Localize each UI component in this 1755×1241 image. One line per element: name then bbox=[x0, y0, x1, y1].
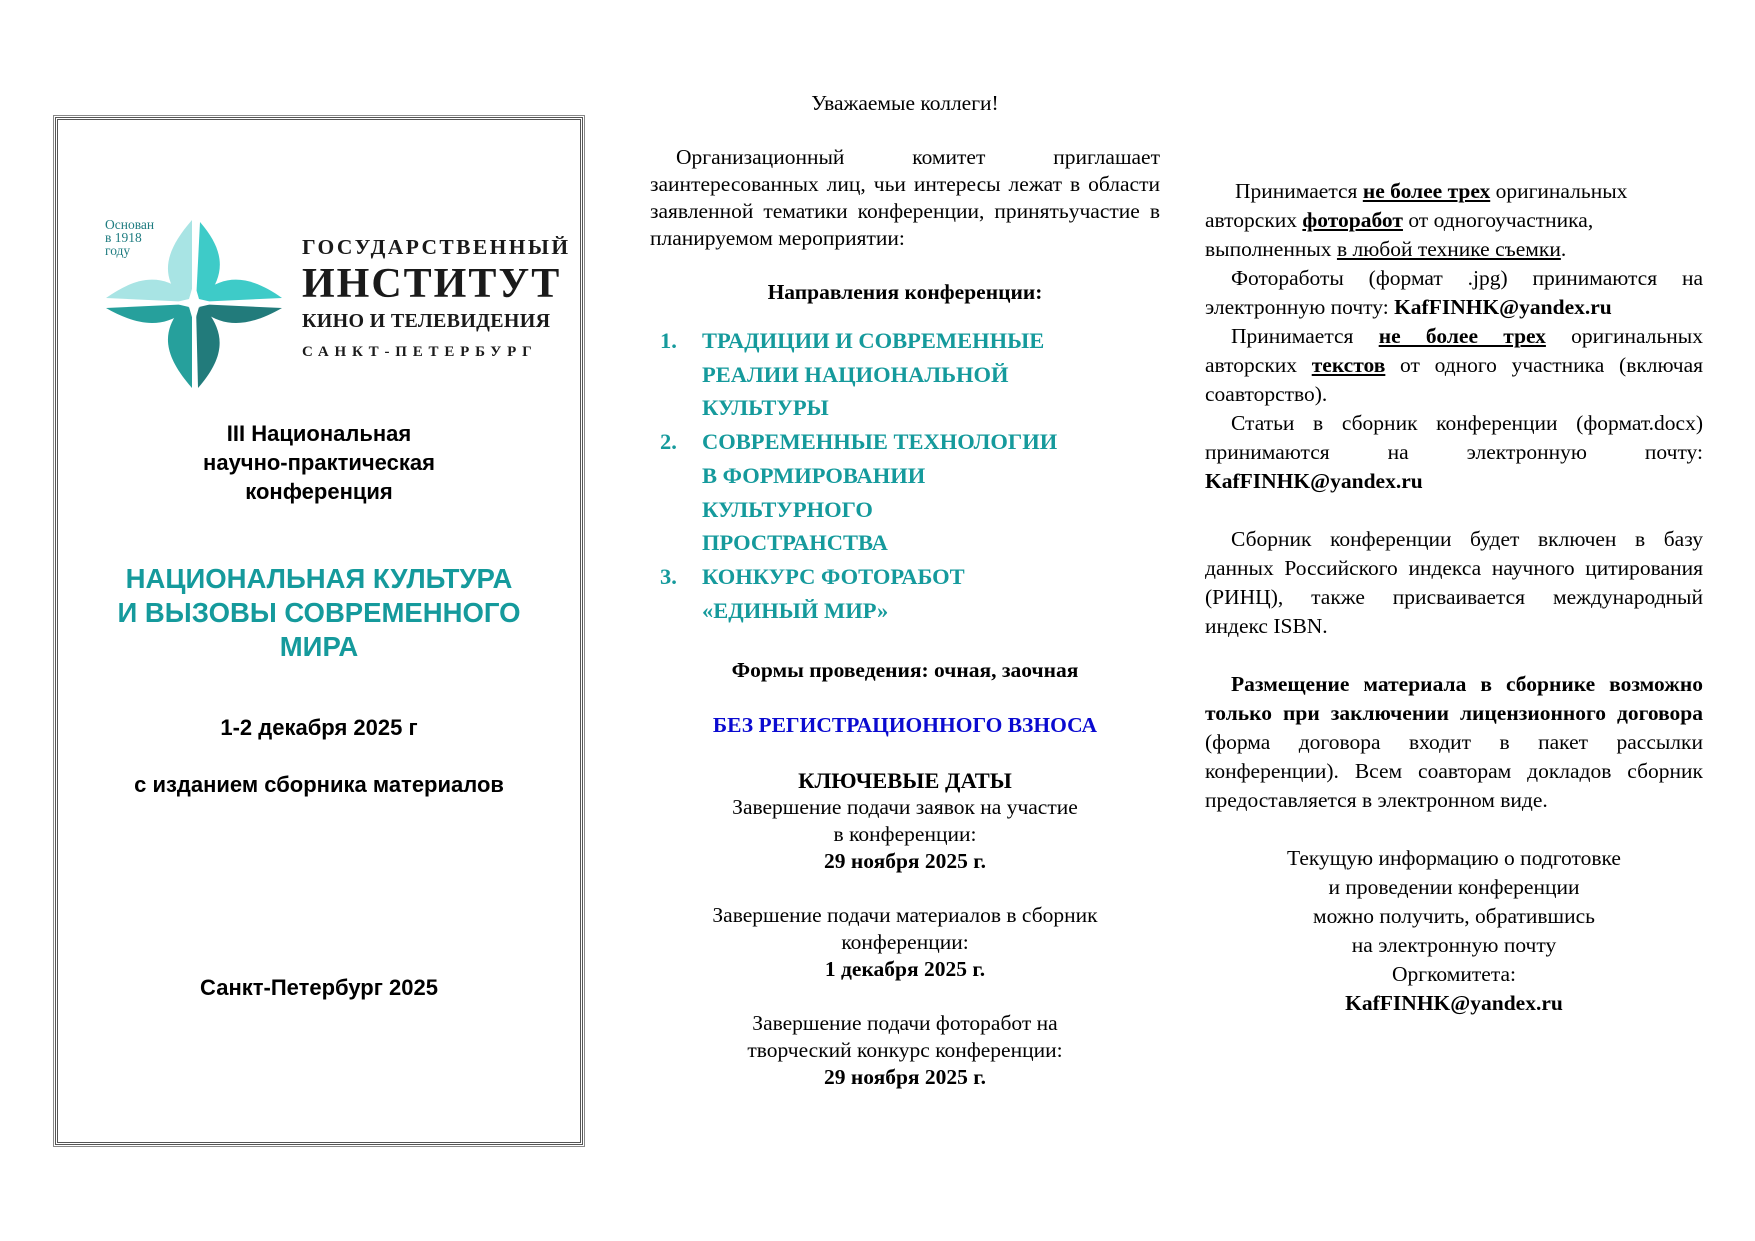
direction-line: РЕАЛИИ НАЦИОНАЛЬНОЙ bbox=[702, 361, 1009, 387]
direction-item bbox=[650, 560, 1160, 627]
direction-number: 3. bbox=[660, 563, 677, 589]
institute-name-line: ИНСТИТУТ bbox=[302, 261, 562, 307]
directions-list bbox=[650, 324, 1160, 627]
emphasis: в любой технике съемки bbox=[1336, 237, 1561, 261]
email-link[interactable]: KafFINHK@yandex.ru bbox=[1205, 469, 1423, 493]
direction-number: 2. bbox=[660, 429, 677, 455]
contact-line: можно получить, обратившись bbox=[1313, 904, 1595, 928]
photo-limit-paragraph: Принимается не более трех оригинальных авторских фоторабот от одногоучастника, выполненных в любой технике съемки. bbox=[1205, 179, 1628, 261]
publication-note: с изданием сборника материалов bbox=[134, 772, 504, 797]
conference-title-line: НАЦИОНАЛЬНАЯ КУЛЬТУРА bbox=[125, 563, 513, 594]
emphasis: не более трех bbox=[1378, 324, 1546, 348]
institute-name-line: ГОСУДАРСТВЕННЫЙ bbox=[302, 235, 571, 259]
photo-format-paragraph: Фотоработы (формат .jpg) принимаются на электронную почту: KafFINHK@yandex.ru bbox=[1205, 266, 1703, 319]
direction-line: КОНКУРС ФОТОРАБОТ bbox=[702, 563, 965, 589]
email-link[interactable]: KafFINHK@yandex.ru bbox=[1394, 295, 1612, 319]
forms-of-participation: Формы проведения: очная, заочная bbox=[731, 658, 1079, 683]
institute-name bbox=[302, 234, 571, 362]
conference-date: 1-2 декабря 2025 г bbox=[220, 715, 418, 740]
direction-line: КУЛЬТУРНОГО bbox=[702, 496, 873, 522]
text-limit-paragraph: Принимается не более трех оригинальных авторских текстов от одного участника (включая соавторство). bbox=[1205, 324, 1704, 406]
key-date-value: 29 ноября 2025 г. bbox=[823, 849, 987, 874]
license-paragraph: Размещение материала в сборнике возможно только при заключении лицензионного договора (форма договора входит в пакет рассылки конференции). Всем соавторам докладов сборник предоставляется в электронном виде. bbox=[1205, 672, 1703, 812]
emphasis: текстов bbox=[1311, 353, 1386, 377]
institute-name-line: КИНО И ТЕЛЕВИДЕНИЯ bbox=[302, 310, 551, 332]
conference-title-line: МИРА bbox=[279, 631, 359, 662]
conference-title bbox=[58, 562, 580, 664]
founded-line: году bbox=[105, 243, 131, 258]
direction-line: ПРОСТРАНСТВА bbox=[702, 530, 888, 556]
article-format-paragraph: Статьи в сборник конференции (формат.docx) принимаются на электронную почту: KafFINHK@yandex.ru bbox=[1205, 411, 1714, 493]
founded-note bbox=[105, 218, 154, 257]
intro-paragraph: Организационный комитет приглашает заинтересованных лиц, чьи интересы лежат в области заявленной тематики конференции, принятьучастие в планируемом мероприятии: bbox=[650, 145, 1160, 250]
contact-line: на электронную почту bbox=[1351, 933, 1557, 957]
middle-column bbox=[650, 90, 1160, 1091]
emphasis: фоторабот bbox=[1302, 208, 1403, 232]
contact-line: и проведении конференции bbox=[1328, 875, 1580, 899]
founded-line: в 1918 bbox=[105, 230, 142, 245]
email-link[interactable]: KafFINHK@yandex.ru bbox=[1345, 991, 1563, 1015]
key-dates-heading: КЛЮЧЕВЫЕ ДАТЫ bbox=[798, 768, 1012, 794]
key-date-value: 29 ноября 2025 г. bbox=[823, 1065, 987, 1090]
conference-title-line: И ВЫЗОВЫ СОВРЕМЕННОГО bbox=[117, 597, 521, 628]
city-year: Санкт-Петербург 2025 bbox=[200, 975, 438, 1000]
key-date-text: Завершение подачи заявок на участие bbox=[732, 795, 1078, 820]
contact-line: Оргкомитета: bbox=[1391, 962, 1516, 986]
conference-type-line: научно-практическая bbox=[203, 450, 435, 475]
conference-type-line: III Национальная bbox=[226, 421, 412, 446]
key-date-text: Завершение подачи материалов в сборник bbox=[712, 903, 1098, 928]
direction-item bbox=[650, 324, 1160, 425]
direction-line: «ЕДИНЫЙ МИР» bbox=[702, 597, 889, 623]
direction-number: 1. bbox=[660, 328, 677, 353]
greeting: Уважаемые коллеги! bbox=[811, 91, 999, 115]
contact-line: Текущую информацию о подготовке bbox=[1287, 846, 1621, 870]
cover-panel bbox=[55, 117, 583, 1145]
rinc-paragraph: Сборник конференции будет включен в базу данных Российского индекса научного цитирования (РИНЦ), также присваивается международный индекс ISBN. bbox=[1205, 527, 1703, 638]
key-date-text: конференции: bbox=[841, 930, 969, 955]
emphasis: не более трех bbox=[1362, 179, 1491, 203]
direction-item bbox=[650, 425, 1160, 560]
direction-line: В ФОРМИРОВАНИИ bbox=[702, 462, 926, 488]
direction-line: СОВРЕМЕННЫЕ ТЕХНОЛОГИИ bbox=[702, 429, 1058, 455]
contact-block bbox=[1205, 844, 1703, 1018]
conference-type bbox=[58, 419, 580, 506]
direction-line: КУЛЬТУРЫ bbox=[702, 395, 829, 421]
no-fee-note: БЕЗ РЕГИСТРАЦИОННОГО ВЗНОСА bbox=[712, 713, 1098, 738]
right-column bbox=[1205, 177, 1714, 1018]
directions-heading: Направления конференции: bbox=[767, 280, 1043, 304]
conference-type-line: конференция bbox=[245, 479, 393, 504]
key-date-text: в конференции: bbox=[833, 822, 977, 847]
direction-line: ТРАДИЦИИ И СОВРЕМЕННЫЕ bbox=[702, 328, 1045, 353]
key-date-text: Завершение подачи фоторабот на bbox=[752, 1011, 1058, 1036]
key-date-block bbox=[650, 794, 1160, 875]
key-date-block bbox=[650, 1010, 1160, 1091]
key-date-value: 1 декабря 2025 г. bbox=[824, 957, 986, 982]
institute-name-line: САНКТ-ПЕТЕРБУРГ bbox=[302, 344, 538, 360]
founded-line: Основан bbox=[105, 217, 155, 232]
key-date-block bbox=[650, 902, 1160, 983]
key-date-text: творческий конкурс конференции: bbox=[747, 1038, 1063, 1063]
